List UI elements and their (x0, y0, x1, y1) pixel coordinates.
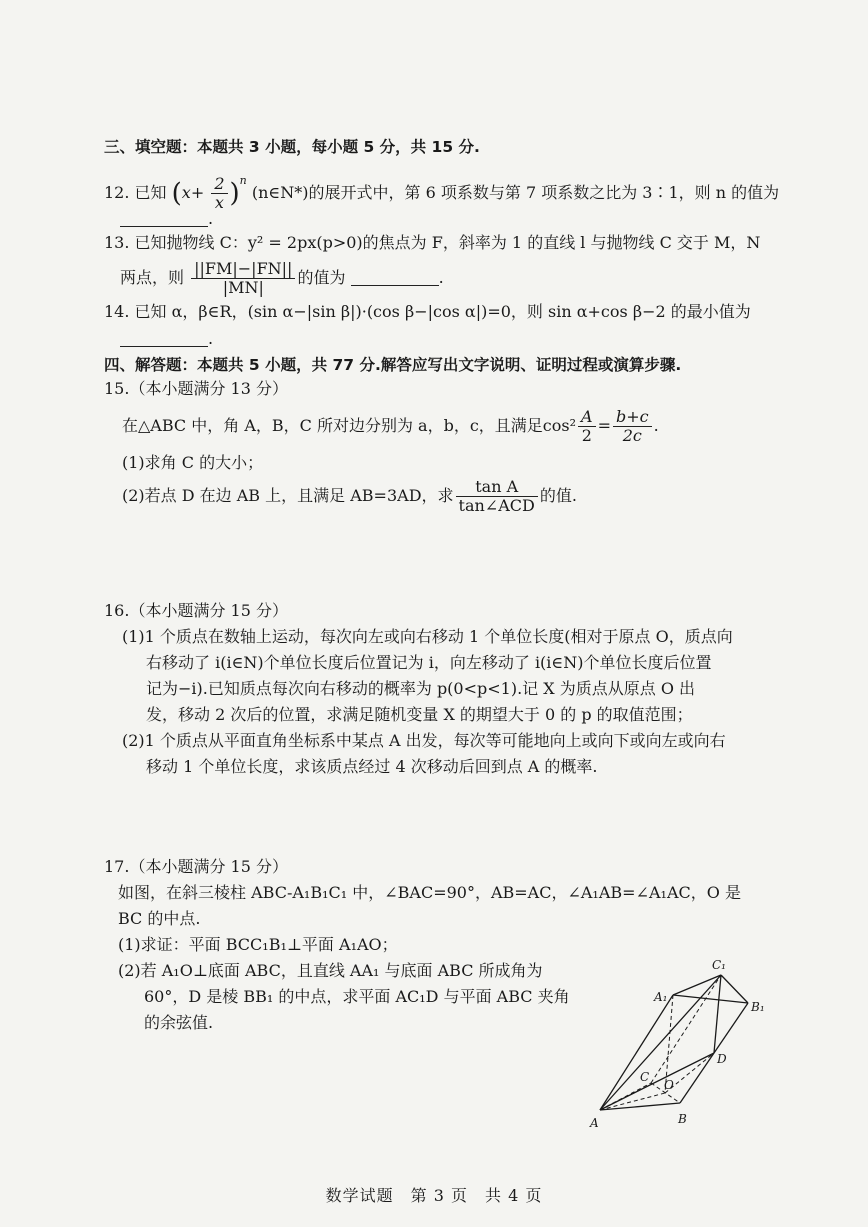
edge-a1-b1 (673, 995, 748, 1003)
q12-answer-line: . (120, 208, 213, 230)
q15-frac-bc-over-2c: $\frac{b+c}{2c}$ (613, 408, 652, 445)
q17-title: 17.（本小题满分 15 分） (104, 857, 288, 876)
q14-line1: 14. 已知 α，β∈R，(sin α−|sin β|)·(cos β−|cos α|)=0，则 sin α+cos β−2 的最小值为 (104, 302, 751, 321)
q16-part1-line1: (1)1 个质点在数轴上运动，每次向左或向右移动 1 个单位长度(相对于原点 O，质点向 (122, 627, 733, 646)
q15-part2: (2)若点 D 在边 AB 上，且满足 AB=3AD，求 $\frac{\text{tan A}}{\text{tan∠ACD}}$ 的值. (122, 477, 577, 515)
q15-part1: (1)求角 C 的大小； (122, 453, 264, 472)
edge-c1-b1 (721, 975, 748, 1003)
label-a1: A₁ (654, 990, 668, 1004)
label-b: B (678, 1112, 687, 1126)
label-o: O (664, 1078, 674, 1092)
q12-close-paren: ) (229, 178, 240, 209)
label-c1: C₁ (712, 958, 726, 972)
q12-open-paren: ( (171, 178, 182, 209)
q12-prefix: 12. 已知 (104, 183, 167, 202)
q15-frac-tan: $\frac{\text{tan A}}{\text{tan∠ACD}}$ (456, 478, 538, 515)
q14-answer-line: . (120, 328, 213, 350)
q13-line1: 13. 已知抛物线 C：y² = 2px(p>0)的焦点为 F，斜率为 1 的直线 l 与抛物线 C 交于 M，N (104, 233, 761, 252)
q16-part1-line4: 发，移动 2 次后的位置，求满足随机变量 X 的期望大于 0 的 p 的取值范围； (146, 705, 693, 724)
segment-a-d (600, 1053, 714, 1110)
q17-part2-line1: (2)若 A₁O⊥底面 ABC，且直线 AA₁ 与底面 ABC 所成角为 (118, 961, 543, 980)
section4-heading: 四、解答题：本题共 5 小题，共 77 分.解答应写出文字说明、证明过程或演算步骤. (104, 356, 682, 374)
prism-figure (588, 955, 778, 1130)
segment-c1-d (714, 975, 721, 1053)
q17-part2-line2: 60°，D 是棱 BB₁ 的中点，求平面 AC₁D 与平面 ABC 夹角 (144, 987, 570, 1006)
q15-stem: 在△ABC 中，角 A，B，C 所对边分别为 a，b，c，且满足cos² $\frac{A}{2}$ = $\frac{b+c}{2c}$ . (122, 407, 659, 445)
page-footer: 数学试题 第 3 页 共 4 页 (325, 1186, 543, 1205)
section3-heading: 三、填空题：本题共 3 小题，每小题 5 分，共 15 分. (104, 138, 480, 156)
q16-part1-line2: 右移动了 i(i∈N)个单位长度后位置记为 i，向左移动了 i(i∈N)个单位长度后位置 (146, 653, 712, 672)
label-b1: B₁ (751, 1000, 765, 1014)
q16-title: 16.（本小题满分 15 分） (104, 601, 288, 620)
q15-frac-a-over-2: $\frac{A}{2}$ (578, 408, 596, 445)
label-c: C (640, 1070, 650, 1084)
q12-fraction: $\frac{2}{x}$ (211, 175, 227, 212)
q12-condition: (n∈N*) (251, 183, 309, 202)
q16-part1-line3: 记为−i).已知质点每次向右移动的概率为 p(0<p<1).记 X 为质点从原点 O 出 (146, 679, 696, 698)
label-d: D (717, 1052, 727, 1066)
q15-title: 15.（本小题满分 13 分） (104, 379, 288, 398)
q17-stem-line1: 如图，在斜三棱柱 ABC-A₁B₁C₁ 中，∠BAC=90°，AB=AC，∠A₁AB=∠A₁AC，O 是 (118, 883, 741, 902)
q14-answer-blank[interactable] (120, 330, 208, 347)
question-12 (104, 163, 779, 212)
edge-a1-c1 (673, 975, 721, 995)
q12-answer-blank[interactable] (120, 210, 208, 227)
q16-part2-line1: (2)1 个质点从平面直角坐标系中某点 A 出发，每次等可能地向上或向下或向左或向右 (122, 731, 726, 750)
q16-part2-line2: 移动 1 个单位长度，求该质点经过 4 次移动后回到点 A 的概率. (146, 757, 598, 776)
q12-text: 的展开式中，第 6 项系数与第 7 项系数之比为 3∶1，则 n 的值为 (308, 183, 780, 202)
q12-plus: + (190, 183, 205, 202)
q17-part1: (1)求证：平面 BCC₁B₁⊥平面 A₁AO； (118, 935, 398, 954)
q13-line2: 两点，则 $\frac{||FM|-|FN||}{|MN|}$ 的值为 . (120, 259, 444, 297)
label-a: A (590, 1116, 599, 1130)
q17-part2-line3: 的余弦值. (144, 1013, 214, 1032)
q13-fraction: $\frac{||FM|-|FN||}{|MN|}$ (191, 260, 295, 297)
q13-answer-blank[interactable] (351, 269, 439, 286)
q17-stem-line2: BC 的中点. (118, 909, 201, 928)
q12-power: n (239, 174, 247, 187)
q12-x: x (181, 183, 191, 202)
edge-a-a1 (600, 995, 673, 1110)
